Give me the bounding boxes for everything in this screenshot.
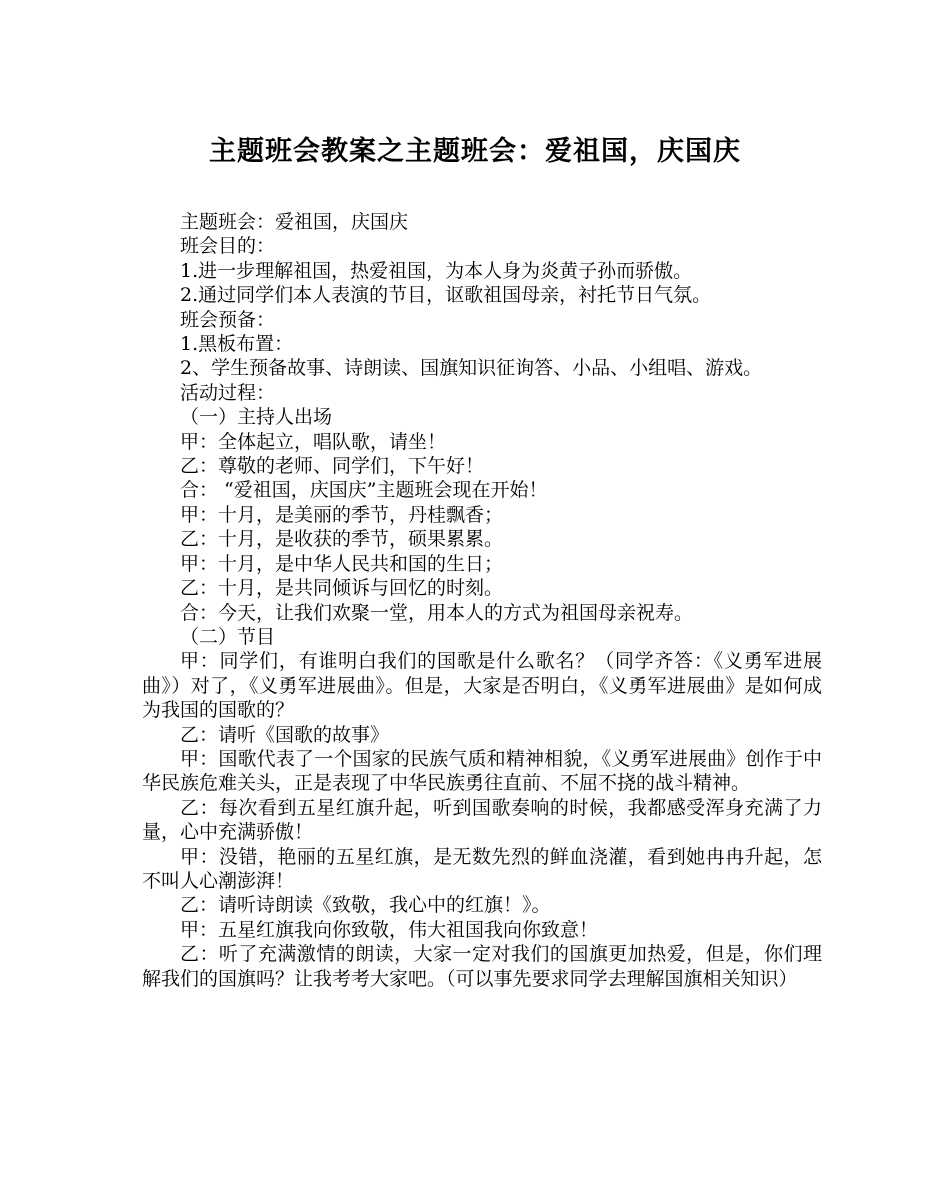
paragraph: 甲：同学们，有谁明白我们的国歌是什么歌名？（同学齐答：《义勇军进展曲》）对了，《义勇军进展曲》。但是，大家是否明白，《义勇军进展曲》是如何成为我国的国歌的？	[142, 650, 822, 722]
paragraph: 甲：没错，艳丽的五星红旗，是无数先烈的鲜血浇灌，看到她冉冉升起，怎不叫人心潮澎湃！	[142, 845, 822, 892]
paragraph: 乙：听了充满激情的朗读，大家一定对我们的国旗更加热爱，但是，你们理解我们的国旗吗？让我考考大家吧。（可以事先要求同学去理解国旗相关知识）	[142, 943, 822, 990]
paragraph: 甲：国歌代表了一个国家的民族气质和精神相貌，《义勇军进展曲》创作于中华民族危难关头，正是表现了中华民族勇往直前、不屈不挠的战斗精神。	[142, 747, 822, 795]
paragraph: （二）节目	[180, 625, 276, 648]
paragraph: 班会目的：	[180, 235, 276, 258]
paragraph: 合：今天，让我们欢聚一堂，用本人的方式为祖国母亲祝寿。	[180, 601, 694, 624]
paragraph: 乙：每次看到五星红旗升起，听到国歌奏响的时候，我都感受浑身充满了力量，心中充满骄傲！	[142, 796, 822, 844]
paragraph: 活动过程：	[180, 381, 276, 404]
paragraph: 甲：十月，是中华人民共和国的生日；	[180, 552, 504, 575]
document-title: 主题班会教案之主题班会：爱祖国，庆国庆	[209, 136, 741, 167]
paragraph: 2、学生预备故事、诗朗读、国旗知识征询答、小品、小组唱、游戏。	[180, 357, 763, 380]
paragraph: 甲：全体起立，唱队歌，请坐！	[180, 430, 447, 453]
paragraph: 乙：十月，是收获的季节，硕果累累。	[180, 528, 504, 551]
paragraph: 1.黑板布置：	[180, 333, 294, 356]
paragraph: 班会预备：	[180, 308, 276, 331]
paragraph: 乙：请听《国歌的故事》	[180, 723, 390, 746]
paragraph: 乙：请听诗朗读《致敬，我心中的红旗！》。	[180, 894, 551, 917]
paragraph: 1.进一步理解祖国，热爱祖国，为本人身为炎黄子孙而骄傲。	[180, 259, 693, 282]
paragraph: 乙：尊敬的老师、同学们，下午好！	[180, 455, 485, 478]
paragraph: 主题班会：爱祖国，庆国庆	[180, 211, 409, 233]
paragraph: 合： “爱祖国，庆国庆”主题班会现在开始！	[180, 479, 548, 502]
document-body	[142, 210, 822, 991]
paragraph: 甲：十月，是美丽的季节，丹桂飘香；	[180, 503, 504, 526]
paragraph: （一）主持人出场	[180, 406, 333, 429]
paragraph: 甲：五星红旗我向你致敬，伟大祖国我向你致意！	[180, 918, 599, 941]
paragraph: 乙：十月，是共同倾诉与回忆的时刻。	[180, 577, 504, 600]
paragraph: 2.通过同学们本人表演的节目，讴歌祖国母亲，衬托节日气氛。	[180, 284, 712, 307]
